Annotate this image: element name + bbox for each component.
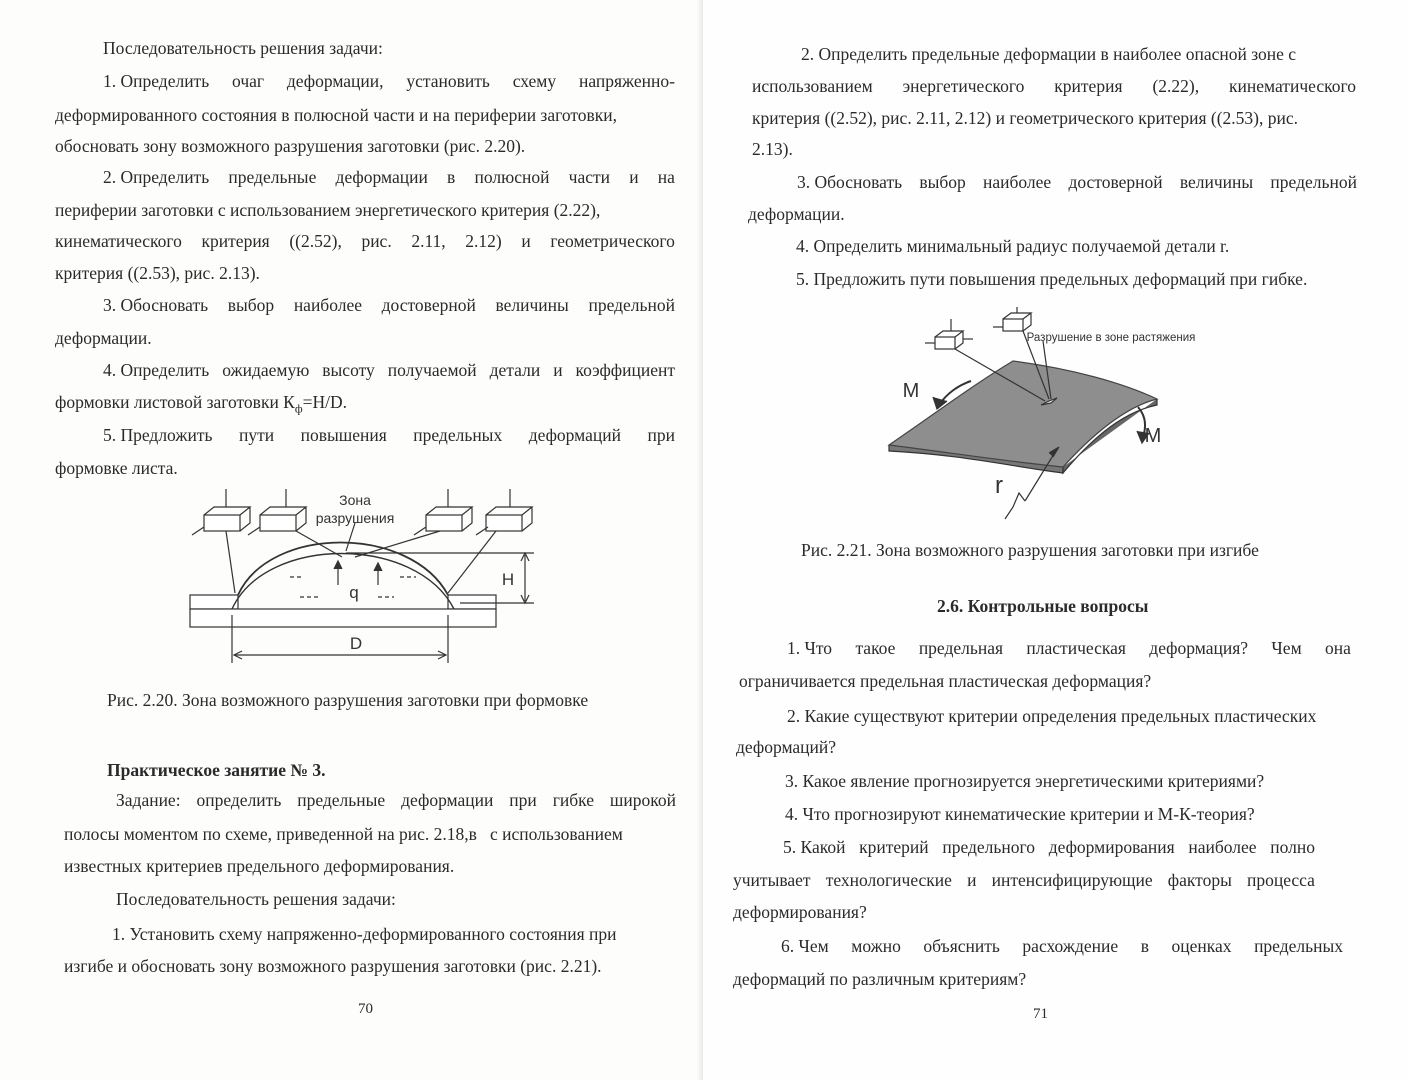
r-item-2-line-4: 2.13). [752, 139, 793, 159]
task-line-1: Задание: определить предельные деформации при гибке широкой [116, 790, 676, 810]
stress-cube-2 [248, 489, 306, 535]
task-line-2: полосы моментом по схеме, приведенной на рис. 2.18,в с использованием [64, 824, 623, 844]
r-item-2-line-1: 2. Определить предельные деформации в наиболее опасной зоне с [801, 44, 1297, 64]
practice-item-1-line-1: 1. Установить схему напряженно-деформированного состояния при [112, 924, 617, 944]
page-right [703, 0, 1407, 1080]
item-2-line-3: кинематического критерия ((2.52), рис. 2.11, 2.12) и геометрического [55, 231, 675, 251]
bend-cube-1 [925, 319, 973, 349]
item-3-line-2: деформации. [55, 328, 152, 348]
page-left [0, 0, 703, 1080]
label-zone-line-1: Зона [339, 492, 371, 508]
item-1-line-1: 1. Определить очаг деформации, установить схему напряженно- [103, 71, 675, 91]
r-item-2-line-3: критерия ((2.52), рис. 2.11, 2.12) и геометрического критерия ((2.53), рис. [752, 108, 1298, 128]
label-r: r [995, 472, 1003, 499]
r-item-4: 4. Определить минимальный радиус получаемой детали r. [796, 236, 1230, 256]
r-item-5: 5. Предложить пути повышения предельных деформаций при гибке. [796, 269, 1308, 289]
question-6-line-1: 6. Чем можно объяснить расхождение в оценках предельных [781, 936, 1343, 956]
item-2-line-1: 2. Определить предельные деформации в полюсной части и на [103, 167, 675, 187]
label-h: H [501, 570, 515, 589]
label-q: q [349, 583, 359, 602]
item-3-line-1: 3. Обосновать выбор наиболее достоверной величины предельной [103, 295, 675, 315]
section-heading: 2.6. Контрольные вопросы [937, 596, 1149, 616]
question-1-line-1: 1. Что такое предельная пластическая деформация? Чем она [787, 638, 1351, 658]
label-m-left: M [902, 380, 920, 402]
item-4-line-1: 4. Определить ожидаемую высоту получаемой детали и коэффициент [103, 360, 675, 380]
r-item-3-line-2: деформации. [748, 204, 845, 224]
figure-2-21-caption: Рис. 2.21. Зона возможного разрушения заготовки при изгибе [801, 540, 1259, 560]
question-3: 3. Какое явление прогнозируется энергетическими критериями? [785, 771, 1265, 791]
question-1-line-2: ограничивается предельная пластическая деформация? [739, 671, 1152, 691]
question-6-line-2: деформаций по различным критериям? [733, 969, 1027, 989]
item-5-line-1: 5. Предложить пути повышения предельных деформаций при [103, 425, 675, 445]
item-2-line-4: критерия ((2.53), рис. 2.13). [55, 263, 260, 283]
item-1-line-3: обосновать зону возможного разрушения заготовки (рис. 2.20). [55, 136, 526, 156]
label-tension-zone: Разрушение в зоне растяжения [1026, 332, 1196, 344]
practice-heading: Практическое занятие № 3. [107, 760, 326, 780]
sequence-heading: Последовательность решения задачи: [103, 38, 383, 58]
page-number-right: 71 [1033, 1006, 1048, 1022]
figure-bending-diagram [873, 305, 1263, 530]
item-5-line-2: формовке листа. [55, 458, 178, 478]
figure-2-20-caption: Рис. 2.20. Зона возможного разрушения заготовки при формовке [107, 690, 589, 710]
item-4-line-2: формовки листовой заготовки $К_ф=H/D$. [55, 392, 348, 416]
item-1-line-2: деформированного состояния в полюсной части и на периферии заготовки, [55, 105, 618, 125]
question-5-line-3: деформирования? [733, 902, 867, 922]
question-5-line-2: учитывает технологические и интенсифицирующие факторы процесса [733, 870, 1315, 890]
label-m-right: M [1144, 425, 1162, 447]
question-2-line-1: 2. Какие существуют критерии определения предельных пластических [787, 706, 1317, 726]
stress-cube-1 [192, 489, 250, 535]
item-2-line-2: периферии заготовки с использованием энергетического критерия (2.22), [55, 200, 601, 220]
question-5-line-1: 5. Какой критерий предельного деформирования наиболее полно [783, 837, 1315, 857]
stress-cube-4 [476, 489, 532, 535]
label-d: D [349, 634, 363, 653]
bend-cube-2 [993, 307, 1031, 331]
r-item-3-line-1: 3. Обосновать выбор наиболее достоверной величины предельной [797, 172, 1357, 192]
task-line-3: известных критериев предельного деформирования. [64, 856, 455, 876]
page-number-left: 70 [358, 1001, 373, 1017]
stress-cube-3 [414, 489, 472, 535]
question-2-line-2: деформаций? [736, 737, 837, 757]
label-zone-line-2: разрушения [315, 510, 395, 526]
r-item-2-line-2: использованием энергетического критерия (2.22), кинематического [752, 76, 1356, 96]
figure-forming-diagram [180, 485, 550, 670]
question-4: 4. Что прогнозируют кинематические критерии и М-К-теория? [785, 804, 1255, 824]
practice-sequence: Последовательность решения задачи: [116, 889, 396, 909]
practice-item-1-line-2: изгибе и обосновать зону возможного разрушения заготовки (рис. 2.21). [64, 956, 602, 976]
